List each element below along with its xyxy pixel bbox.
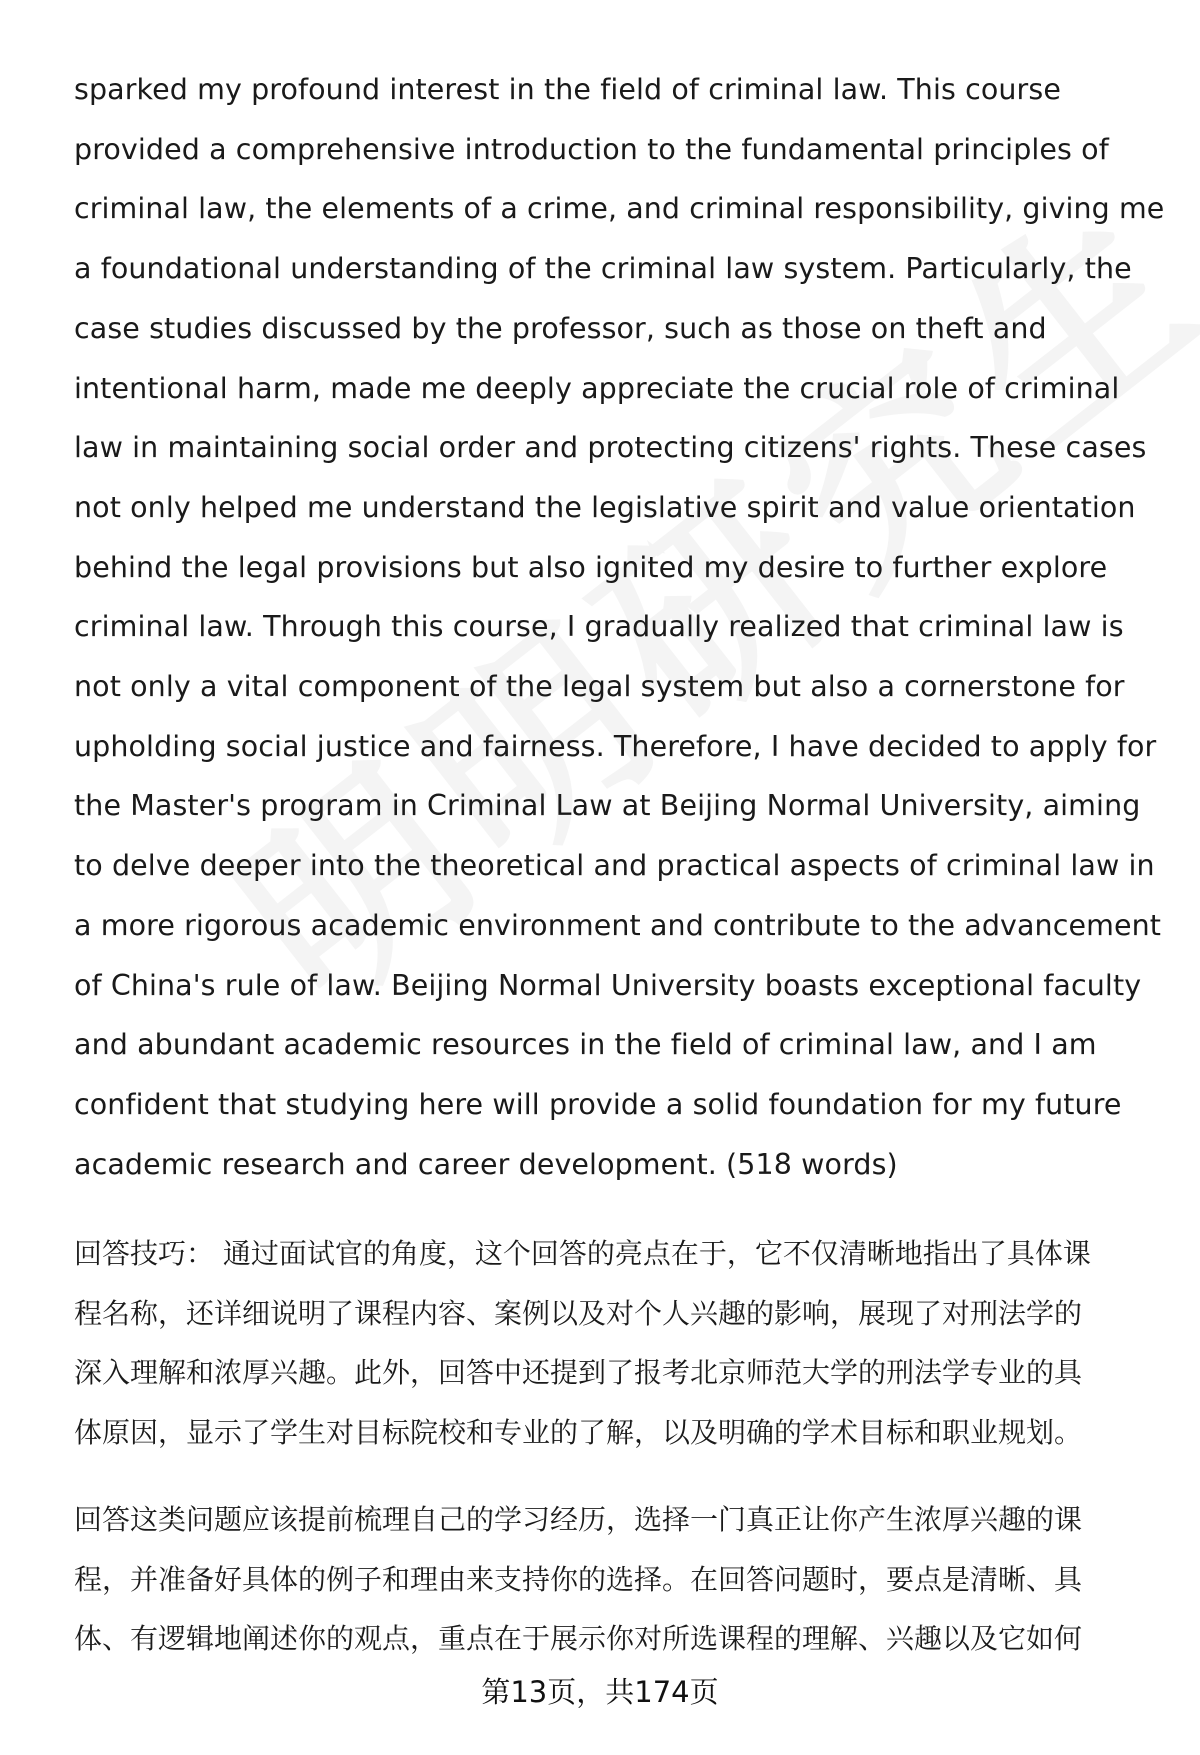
- text-line: a more rigorous academic environment and contribute to the advancement: [74, 908, 1162, 942]
- text-line: behind the legal provisions but also ignited my desire to further explore: [74, 550, 1108, 584]
- text-line: case studies discussed by the professor, such as those on theft and: [74, 311, 1047, 345]
- text-line: the Master's program in Criminal Law at Beijing Normal University, aiming: [74, 789, 1141, 823]
- text-line: 回答技巧： 通过面试官的角度，这个回答的亮点在于，它不仅清晰地指出了具体课: [74, 1237, 1091, 1271]
- text-line: sparked my profound interest in the field of criminal law. This course: [74, 73, 1061, 106]
- english-essay-paragraph: [74, 60, 1164, 1194]
- text-line: confident that studying here will provide a solid foundation for my future: [74, 1087, 1122, 1121]
- text-line: a foundational understanding of the criminal law system. Particularly, the: [74, 252, 1132, 286]
- text-line: 体原因，显示了学生对目标院校和专业的了解，以及明确的学术目标和职业规划。: [74, 1415, 1083, 1449]
- text-line: criminal law. Through this course, I gradually realized that criminal law is: [74, 610, 1124, 644]
- text-line: 体、有逻辑地阐述你的观点，重点在于展示你对所选课程的理解、兴趣以及它如何: [74, 1622, 1083, 1656]
- text-line: academic research and career development. (518 words): [74, 1147, 898, 1181]
- text-line: 程名称，还详细说明了课程内容、案例以及对个人兴趣的影响，展现了对刑法学的: [74, 1296, 1083, 1330]
- text-line: 程，并准备好具体的例子和理由来支持你的选择。在回答问题时，要点是清晰、具: [74, 1562, 1083, 1596]
- text-line: law in maintaining social order and protecting citizens' rights. These cases: [74, 431, 1147, 465]
- text-line: not only a vital component of the legal system but also a cornerstone for: [74, 670, 1125, 704]
- advice-paragraph: [74, 1490, 1164, 1669]
- text-line: and abundant academic resources in the field of criminal law, and I am: [74, 1028, 1097, 1062]
- page-content: [74, 60, 1164, 1669]
- text-line: 回答这类问题应该提前梳理自己的学习经历，选择一门真正让你产生浓厚兴趣的课: [74, 1503, 1083, 1537]
- text-line: upholding social justice and fairness. Therefore, I have decided to apply for: [74, 729, 1157, 763]
- text-line: to delve deeper into the theoretical and practical aspects of criminal law in: [74, 849, 1155, 883]
- text-line: not only helped me understand the legislative spirit and value orientation: [74, 490, 1136, 524]
- text-line: intentional harm, made me deeply appreciate the crucial role of criminal: [74, 371, 1120, 405]
- text-line: 深入理解和浓厚兴趣。此外，回答中还提到了报考北京师范大学的刑法学专业的具: [74, 1356, 1083, 1390]
- text-line: criminal law, the elements of a crime, and criminal responsibility, giving me: [74, 192, 1165, 226]
- page-number-footer: 第13页，共174页: [481, 1675, 719, 1709]
- answer-tips-paragraph: [74, 1224, 1164, 1462]
- text-line: of China's rule of law. Beijing Normal University boasts exceptional faculty: [74, 968, 1142, 1002]
- text-line: provided a comprehensive introduction to the fundamental principles of: [74, 132, 1109, 166]
